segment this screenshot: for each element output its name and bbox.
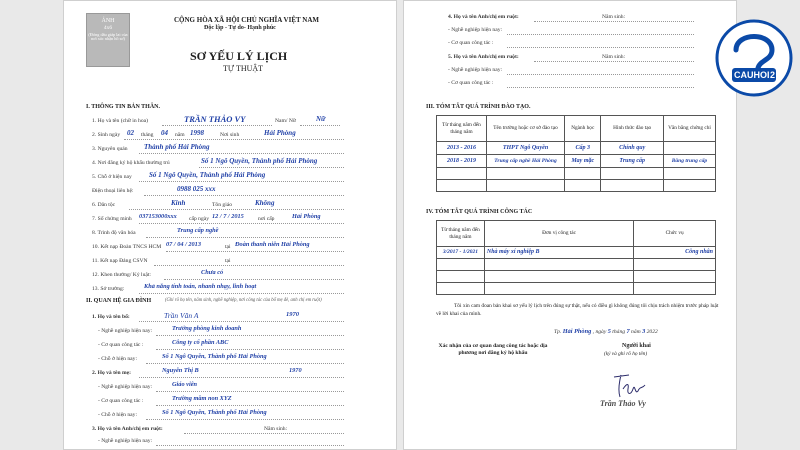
page-title: SƠ YẾU LÝ LỊCH (190, 49, 288, 63)
handwritten-signature (611, 371, 651, 401)
education-value: Trung cấp nghề (177, 227, 219, 234)
work-history-table: Từ tháng năm đến tháng năm Đơn vị công tác Chức vụ 3/2017 - 1/2021 Nhà máy xí nghiệp B Công nhân (436, 220, 716, 295)
training-table: Từ tháng năm đến tháng năm Tên trường hoặc cơ sở đào tạo Ngành học Hình thức đào tạo Văn bằng chứng chỉ 2013 - 2016 THPT Ngô Quyền Cấp 3 Chính quy 2018 - 2019 Trung cấp nghề Hải Phòng May mặc Trung cấp Bằng trung cấp (436, 115, 716, 192)
birthplace-value: Hải Phòng (264, 129, 296, 137)
section-3-title: III. TÓM TẮT QUÁ TRÌNH ĐÀO TẠO. (426, 104, 531, 110)
father-job: Trưởng phòng kinh doanh (172, 325, 242, 332)
mother-year: 1970 (289, 367, 302, 374)
signing-place-date: Tp. Hải Phòng , ngày 5 tháng 7 năm 3 2022 (554, 328, 658, 335)
country-header: CỘNG HÒA XÃ HỘI CHỦ NGHĨA VIỆT NAM (174, 16, 320, 24)
logo-text: CAUHOI (734, 70, 770, 80)
section-1-title: I. THÔNG TIN BẢN THÂN. (86, 104, 161, 110)
father-year: 1970 (286, 311, 299, 318)
section-2-title: II. QUAN HỆ GIA ĐÌNH (86, 298, 152, 304)
id-place: Hải Phòng (292, 213, 321, 220)
table-row: 3/2017 - 1/2021 Nhà máy xí nghiệp B Công nhân (437, 247, 716, 259)
id-date: 12 / 7 / 2015 (212, 213, 244, 220)
youth-place: Đoàn thanh niên Hải Phòng (235, 241, 310, 248)
name-label: 1. Họ và tên (chữ in hoa) (92, 118, 149, 124)
mother-address: Số 1 Ngô Quyền, Thành phố Hải Phòng (162, 409, 267, 416)
motto: Độc lập - Tự do- Hạnh phúc (204, 25, 276, 31)
table-row: 2013 - 2016 THPT Ngô Quyền Cấp 3 Chính quy (437, 142, 716, 155)
document-page-left: ẢNH 4x6 (Đóng dấu giáp lai của nơi xác nhận hồ sơ) CỘNG HÒA XÃ HỘI CHỦ NGHĨA VIỆT NAM Độc lập - Tự do- Hạnh phúc SƠ YẾU LÝ LỊCH TỰ THUẬT I. THÔNG TIN BẢN THÂN. 1. Họ và tên (chữ in hoa) TRẦN THẢO VY Nam/ Nữ Nữ 2. Sinh ngày 02 tháng 04 năm 1998 Nơi sinh Hải Phòng 3. Nguyên quán Thành phố Hải Phòng 4. Nơi đăng ký hộ khẩu thường trú Số 1 Ngô Quyền, Thành phố Hải Phòng 5. Chỗ ở hiện nay Số 1 Ngô Quyền, Thành phố Hải Phòng Điện thoại liên hệ: 0988 025 xxx 6. Dân tộc Kinh Tôn giáo Không 7. Số chứng minh 037153000xxx cấp ngày 12 / 7 / 2015 nơi cấp Hải Phòng 8. Trình độ văn hóa Trung cấp nghề 10. Kết nạp Đoàn TNCS HCM 07 / 04 / 2013 tại Đoàn thanh niên Hải Phòng 11. Kết nạp Đảng CSVN tại 12. Khen thưởng/ Kỷ luật: Chưa có 13. Sở trường: Khả năng tính toán, nhanh nhạy, linh hoạt II. QUAN HỆ GIA ĐÌNH (Ghi rõ họ tên, năm sinh, nghề nghiệp, nơi công tác của bố mẹ đẻ, anh chị em ruột) 1. Họ và tên bố: Trần Văn A 1970 - Nghề nghiệp hiện nay: Trưởng phòng kinh doanh - Cơ quan công tác : Công ty cổ phần ABC - Chỗ ở hiện nay: Số 1 Ngô Quyền, Thành phố Hải Phòng 2. Họ và tên mẹ: Nguyễn Thị B 1970 - Nghề nghiệp hiện nay: Giáo viên - Cơ quan công tác : Trường mầm non XYZ - Chỗ ở hiện nay: Số 1 Ngô Quyền, Thành phố Hải Phòng 3. Họ và tên Anh/chị em ruột: Năm sinh: - Nghề nghiệp hiện nay: (63, 0, 397, 450)
phone-value: 0988 025 xxx (177, 185, 216, 193)
father-name: Trần Văn A (164, 311, 199, 320)
hobby-value: Khả năng tính toán, nhanh nhạy, linh hoạt (144, 283, 257, 290)
dob-label: 2. Sinh ngày (92, 132, 121, 138)
logo-number: 2 (770, 70, 776, 80)
mother-job: Giáo viên (172, 381, 198, 388)
name-value: TRẦN THẢO VY (184, 114, 246, 124)
gender-value: Nữ (316, 115, 326, 123)
declarant-title: Người khai (622, 343, 651, 349)
religion-value: Không (255, 199, 275, 207)
table-row: 2018 - 2019 Trung cấp nghề Hải Phòng May mặc Trung cấp Bằng trung cấp (437, 155, 716, 168)
father-address: Số 1 Ngô Quyền, Thành phố Hải Phòng (162, 353, 267, 360)
id-value: 037153000xxx (139, 213, 177, 220)
section-2-note: (Ghi rõ họ tên, năm sinh, nghề nghiệp, nơi công tác của bố mẹ đẻ, anh chị em ruột) (165, 298, 322, 303)
origin-value: Thành phố Hải Phòng (144, 143, 210, 151)
mother-work: Trường mầm non XYZ (172, 395, 232, 402)
cauhoi-logo-icon (712, 16, 796, 100)
dob-year: 1998 (190, 129, 204, 137)
declaration-text: Tôi xin cam đoan bản khai sơ yếu lý lịch trên đúng sự thật, nếu có điều gì không đúng tôi chịu trách nhiệm trước pháp luật về lời khai của mình. (436, 303, 719, 317)
signature-name: Trần Thảo Vy (600, 399, 646, 408)
dob-day: 02 (127, 129, 134, 137)
current-address-value: Số 1 Ngô Quyền, Thành phố Hải Phòng (149, 171, 266, 179)
youth-date: 07 / 04 / 2013 (166, 241, 201, 248)
confirmation-title: Xác nhận của cơ quan đang công tác hoặc địa phương nơi đăng ký hộ khẩu (438, 343, 548, 357)
dob-month: 04 (161, 129, 168, 137)
ethnic-value: Kinh (171, 199, 186, 207)
father-work: Công ty cổ phần ABC (172, 339, 229, 346)
gender-label: Nam/ Nữ (275, 118, 296, 124)
section-4-title: IV. TÓM TẮT QUÁ TRÌNH CÔNG TÁC (426, 209, 533, 215)
residence-value: Số 1 Ngô Quyền, Thành phố Hải Phòng (201, 157, 318, 165)
page-subtitle: TỰ THUẬT (223, 64, 264, 73)
mother-name: Nguyễn Thị B (162, 367, 199, 374)
document-page-right: 4. Họ và tên Anh/chị em ruột: Năm sinh: - Nghề nghiệp hiện nay: - Cơ quan công tác : 5. Họ và tên Anh/chị em ruột: Năm sinh: - Nghề nghiệp hiện nay: - Cơ quan công tác : III. TÓM TẮT QUÁ TRÌNH ĐÀO TẠO. Từ tháng năm đến tháng năm Tên trường hoặc cơ sở đào tạo Ngành học Hình thức đào tạo Văn bằng chứng chỉ 2013 - 2016 THPT Ngô Quyền Cấp 3 Chính quy 2018 - 2019 Trung cấp nghề Hải Phòng May mặc Trung cấp Bằng trung cấp IV. TÓM TẮT QUÁ TRÌNH CÔNG TÁC Từ tháng năm đến tháng năm Đơn vị công tác Chức vụ 3/2017 - 1/2021 Nhà máy xí nghiệp B Công nhân Tôi xin cam đoan bản khai sơ yếu lý lịch trên đúng sự thật, nếu có điều gì không đúng tôi chịu trách nhiệm trước pháp luật về lời khai của mình. Tp. Hải Phòng , ngày 5 tháng 7 năm 3 2022 Xác nhận của cơ quan đang công tác hoặc địa phương nơi đăng ký hộ khẩu Người khai (ký và ghi rõ họ tên) Trần Thảo Vy (403, 0, 737, 450)
award-value: Chưa có (201, 269, 224, 276)
photo-placeholder: ẢNH 4x6 (Đóng dấu giáp lai của nơi xác nhận hồ sơ) (86, 13, 130, 67)
declarant-note: (ký và ghi rõ họ tên) (604, 351, 648, 357)
